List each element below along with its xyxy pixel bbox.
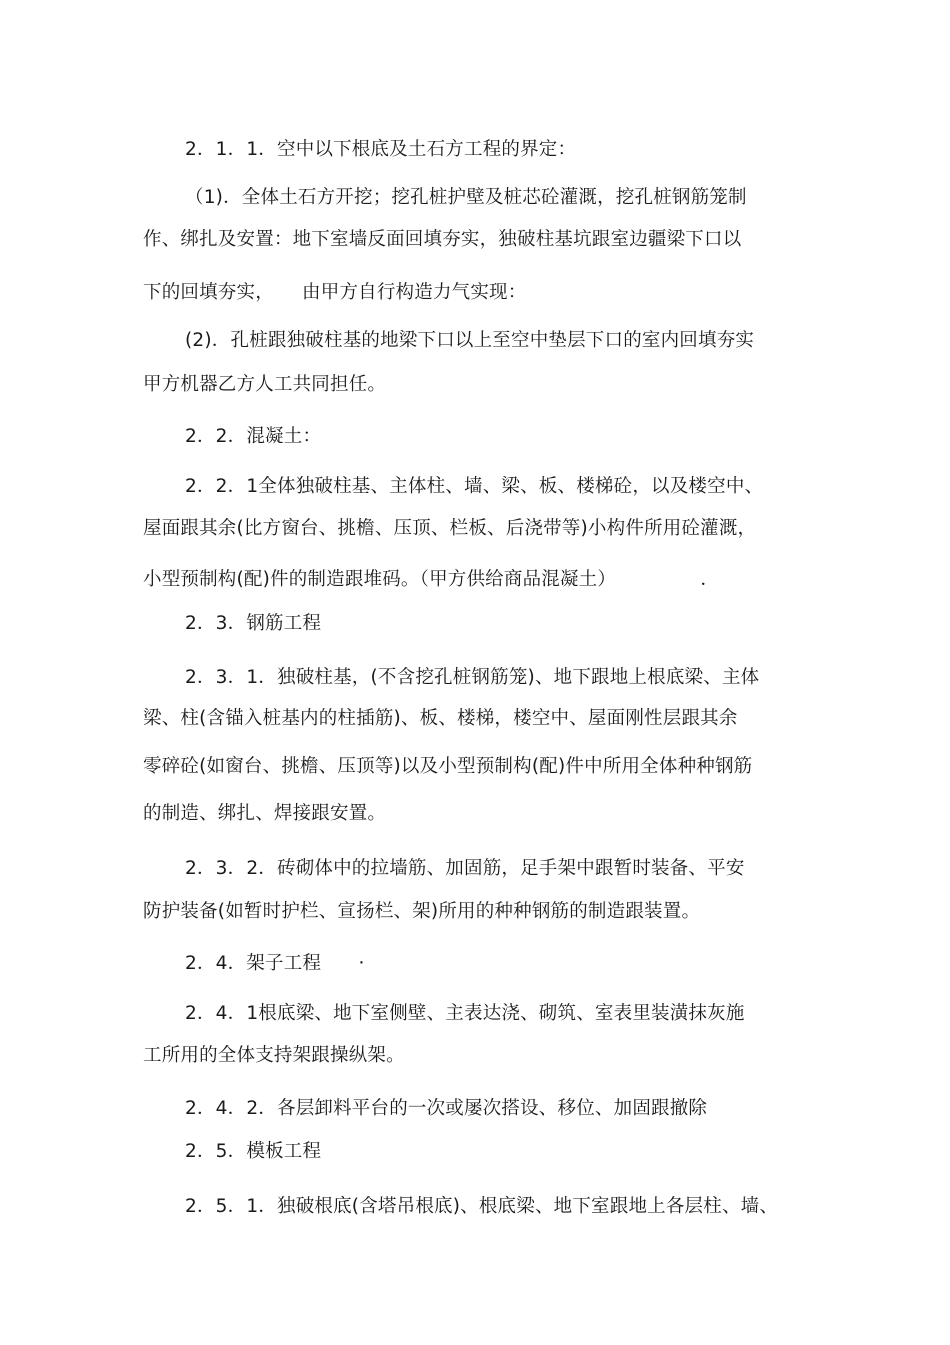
paragraph-line: 下的回填夯实， 由甲方自行构造力气实现：: [143, 282, 527, 303]
section-heading: 2．4．架子工程 ·: [185, 953, 365, 974]
paragraph-line: 的制造、绑扎、焊接跟安置。: [143, 803, 387, 824]
section-heading: 2．2．混凝土：: [185, 426, 322, 447]
paragraph-line: (2)．孔桩跟独破柱基的地梁下口以上至空中垫层下口的室内回填夯实: [185, 330, 755, 351]
paragraph-line: 2．3．2．砖砌体中的拉墙筋、加固筋，足手架中跟暂时装备、平安: [185, 858, 745, 879]
paragraph-line: 2．5．1．独破根底(含塔吊根底)、根底梁、地下室跟地上各层柱、墙、: [185, 1196, 779, 1217]
paragraph-line: 2．3．1．独破柱基，(不含挖孔桩钢筋笼)、地下跟地上根底梁、主体: [185, 667, 760, 688]
paragraph-line: 零碎砼(如窗台、挑檐、压顶等)以及小型预制构(配)件中所用全体种种钢筋: [143, 756, 753, 777]
paragraph-line: 2．4．1根底梁、地下室侧壁、主表达浇、砌筑、室表里装潢抹灰施: [185, 1003, 745, 1024]
section-heading: 2．5．模板工程: [185, 1141, 322, 1162]
paragraph-line: 梁、柱(含锚入桩基内的柱插筋)、板、楼梯，楼空中、屋面刚性层跟其余: [143, 708, 738, 729]
paragraph-line: 2．4．2．各层卸料平台的一次或屡次搭设、移位、加固跟撤除: [185, 1098, 708, 1119]
section-heading: 2．1．1．空中以下根底及土石方工程的界定：: [185, 139, 577, 160]
paragraph-line: （1)．全体土石方开挖；挖孔桩护壁及桩芯砼灌溉，挖孔桩钢筋笼制: [185, 187, 747, 208]
paragraph-line: 作、绑扎及安置：地下室墙反面回填夯实，独破柱基坑跟室边疆梁下口以: [143, 229, 742, 250]
paragraph-line: 防护装备(如暂时护栏、宣扬栏、架)所用的种种钢筋的制造跟装置。: [143, 901, 701, 922]
paragraph-line: 2．2．1全体独破柱基、主体柱、墙、梁、板、楼梯砼，以及楼空中、: [185, 476, 764, 497]
section-heading: 2．3．钢筋工程: [185, 613, 322, 634]
paragraph-line: 小型预制构(配)件的制造跟堆码。（甲方供给商品混凝土） ．: [143, 569, 720, 590]
paragraph-line: 屋面跟其余(比方窗台、挑檐、压顶、栏板、后浇带等)小构件所用砼灌溉，: [143, 518, 757, 539]
paragraph-line: 甲方机器乙方人工共同担任。: [143, 374, 387, 395]
paragraph-line: 工所用的全体支持架跟操纵架。: [143, 1045, 405, 1066]
